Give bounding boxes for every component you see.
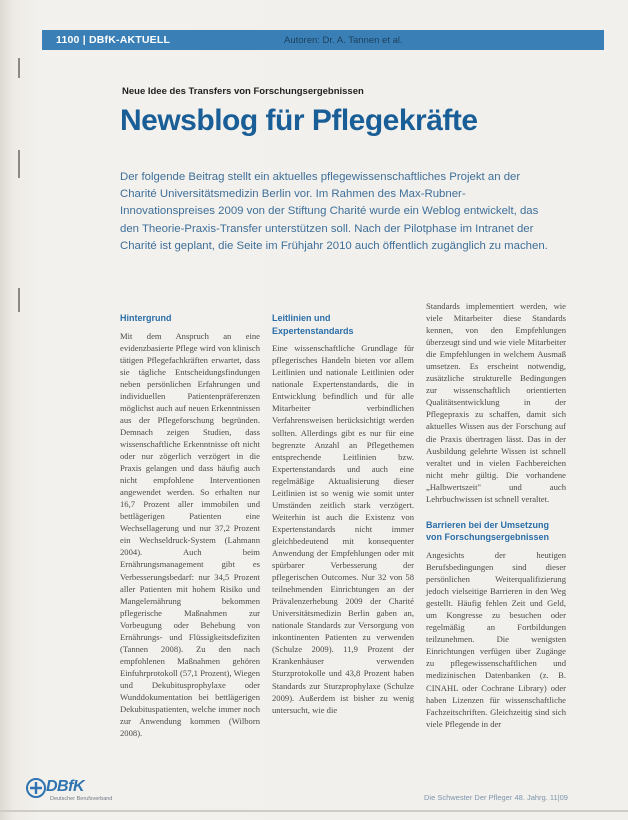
- header-bar: [42, 30, 604, 50]
- body-text: Eine wissenschaftliche Grundlage für pflegerisches Handeln bieten vor allem Leitlinien und nationale Leitlinien oder nationale Expertenstandards, die in Entwicklung befindlich und für alle Mitarbeiter verbindlichen Verfahrensweisen berücksichtigt werden sollten. Allerdings gibt es nur für eine begrenzte Anzahl an Pflegethemen entsprechende Leitlinien bzw. Expertenstandards und auch eine regelmäßige Aktualisierung dieser Leitlinien ist so wenig wie somit unter Umständen zeitlich stark verzögert. Weiterhin ist auch die Existenz von Expertenstandards nicht immer gleichbedeutend mit konsequenter Anwendung der Empfehlungen oder mit spürbarer Verbesserung der pflegerischen Outcomes. Nur 32 von 58 teilnehmenden Einrichtungen an der Prävalenzerhebung 2009 der Charité Universitätsmedizin Berlin gaben an, nationale Standards zur Versorgung von inkontinenten Patienten zu verwenden (Schulze 2009). 11,9 Prozent der Krankenhäuser verwenden Sturzprotokolle und 43,8 Prozent haben Standards zur Sturzprophylaxe (Schulze 2009). Außerdem ist bisher zu wenig untersucht, wie die: [272, 343, 414, 715]
- margin-mark: [18, 288, 20, 312]
- logo-subtitle: Deutscher Berufsverband: [50, 796, 113, 802]
- section-heading: Barrieren bei der Umsetzung von Forschungsergebnissen: [426, 519, 550, 543]
- footer-citation: Die Schwester Der Pfleger 48. Jahrg. 11|09: [424, 793, 568, 802]
- section-heading: Leitlinien und Expertenstandards: [272, 313, 354, 336]
- text-column-1: [120, 312, 260, 739]
- article-lede: Der folgende Beitrag stellt ein aktuelles pflegewissenschaftliches Projekt an der Charité Universitätsmedizin Berlin vor. Im Rahmen des Max-Rubner-Innovationspreises 2009 von der Stiftung Charité wurde ein Weblog entwickelt, das den Theorie-Praxis-Transfer unterstützen soll. Nach der Pilotphase im Intranet der Charité ist geplant, die Seite im Frühjahr 2010 auch öffentlich zugänglich zu machen.: [120, 171, 548, 252]
- article-title: Newsblog für Pflegekräfte: [120, 104, 478, 137]
- section-label: 1100 | DBfK-AKTUELL: [56, 34, 171, 46]
- text-column-3: [426, 300, 566, 730]
- body-text: Standards implementiert werden, wie viele Mitarbeiter diese Standards kennen, von den Empfehlungen überzeugt sind und wie viele Mitarbeiter die Empfehlungen in welchem Ausmaß umsetzen. Es erscheint notwendig, zusätzliche strukturelle Bedingungen zur wissenschaftlich orientierten Qualitätsentwicklung in der Pflegepraxis zu schaffen, damit sich aktuelles Wissen aus der Forschung auf die Praxis übertragen lässt. Das in der Ausbildung gelehrte Wissen ist schnell veraltet und in vielen Fachbereichen nicht mehr gültig. Die vorhandene „Halbwertszeit" und auch Lehrbuchwissen ist schnell veraltet.: [426, 301, 566, 504]
- body-text: Mit dem Anspruch an eine evidenzbasierte Pflege wird von klinisch tätigen Pflegefachkräften erwartet, dass sie tägliche Entscheidungsfindungen neben persönlichen Erfahrungen und individuellen Patientenpräferenzen möglichst auch auf neuen Erkenntnissen aus der Pflegeforschung begründen. Demnach zeigen Studien, dass wissenschaftliche Erkenntnisse oft nicht oder nur zögerlich verzögert in die Praxis gelangen und dass häufig auch nicht empfohlene Interventionen angewendet werden. So erhalten nur 16,7 Prozent aller immobilen und bettlägerigen Patienten eine Wechsellagerung und nur 37,2 Prozent ein Wechseldruck-System (Lahmann 2004). Auch beim Ernährungsmanagement gibt es Verbesserungsbedarf: nur 34,5 Prozent aller Patienten mit hohem Risiko und Mangelernährung bekommen pflegerische Maßnahmen zur Vorbeugung oder Behebung von Ernährungs- und Flüssigkeitsdefiziten (Tannen 2008). Zu den nach empfohlenen Maßnahmen gehören Einfuhrprotokoll (57,1 Prozent), Wiegen und Dekubitusprophylaxe oder Wunddokumentation bei bettlägerigen Dekubituspatienten, welche immer noch zur Anwendung kommen (Wilborn 2008).: [120, 330, 260, 739]
- margin-mark: [18, 150, 20, 178]
- article-kicker: Neue Idee des Transfers von Forschungsergebnissen: [122, 86, 364, 97]
- text-column-2: [272, 312, 414, 716]
- margin-mark: [18, 58, 20, 78]
- authors-label: Autoren: Dr. A. Tannen et al.: [284, 35, 403, 46]
- logo-wordmark: DBfK: [46, 778, 84, 795]
- scan-edge: [0, 810, 628, 812]
- section-heading: Hintergrund: [120, 313, 172, 323]
- body-text: Angesichts der heutigen Berufsbedingungen sind dieser persönlichen Weiterqualifizierung jedoch vielseitige Barrieren in den Weg gestellt. Häufig fehlen Zeit und Geld, um Kongresse zu besuchen oder regelmäßig an Fortbildungen teilzunehmen. Die wenigsten Einrichtungen verfügen über Zugänge zu pflegewissenschaftlichen und medizinischen Datenbanken (z. B. CINAHL oder Cochrane Library) oder haben Lizenzen für wissenschaftliche Fachzeitschriften. Gleichzeitig sind sich viele Pflegende in der: [426, 549, 566, 729]
